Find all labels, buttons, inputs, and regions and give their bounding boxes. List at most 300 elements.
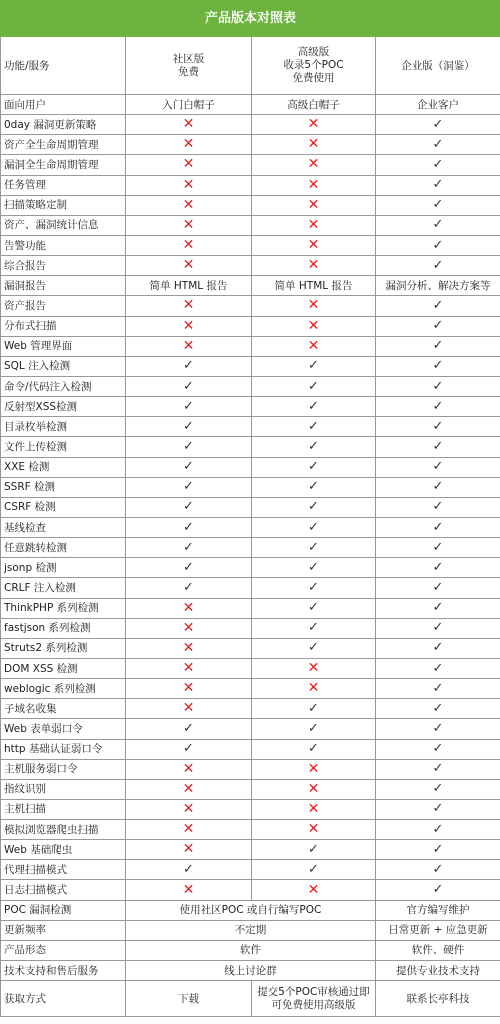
enterprise-cell — [376, 175, 500, 195]
check-icon: ✓ — [308, 459, 319, 475]
row-label: 基线检查 — [1, 517, 126, 537]
header-advanced-line: 收录5个POC — [283, 59, 344, 71]
community-cell — [126, 135, 252, 155]
enterprise-cell — [376, 538, 500, 558]
table-row — [1, 860, 500, 880]
advanced-cell: 高级白帽子 — [252, 95, 376, 115]
header-community — [126, 37, 252, 95]
advanced-cell-line: 可免费使用高级版 — [271, 998, 356, 1011]
table-row — [1, 538, 500, 558]
row-label: POC 漏洞检测 — [1, 900, 126, 920]
check-icon: ✓ — [183, 378, 194, 394]
row-label: DOM XSS 检测 — [1, 658, 126, 678]
community-cell — [126, 679, 252, 699]
enterprise-cell: 联系长亭科技 — [376, 981, 500, 1017]
advanced-cell — [252, 457, 376, 477]
enterprise-cell — [376, 719, 500, 739]
row-label: 产品形态 — [1, 940, 126, 960]
community-cell — [126, 115, 252, 135]
table-row — [1, 195, 500, 215]
advanced-cell — [252, 215, 376, 235]
row-label: 日志扫描模式 — [1, 880, 126, 900]
check-icon: ✓ — [308, 559, 319, 575]
check-icon: ✓ — [183, 861, 194, 877]
cross-icon: ✕ — [182, 599, 195, 616]
check-icon: ✓ — [308, 600, 319, 616]
check-icon: ✓ — [432, 741, 444, 757]
check-icon: ✓ — [432, 882, 444, 898]
row-label: 指纹识别 — [1, 779, 126, 799]
enterprise-cell — [376, 558, 500, 578]
enterprise-cell — [376, 820, 500, 840]
advanced-cell — [252, 155, 376, 175]
advanced-cell — [252, 880, 376, 900]
enterprise-cell — [376, 376, 500, 396]
check-icon: ✓ — [432, 318, 444, 334]
cross-icon: ✕ — [182, 680, 195, 697]
community-cell: 入门白帽子 — [126, 95, 252, 115]
enterprise-cell — [376, 397, 500, 417]
enterprise-cell: 软件、硬件 — [376, 940, 500, 960]
cross-icon: ✕ — [182, 216, 195, 233]
enterprise-cell — [376, 860, 500, 880]
table-row — [1, 940, 500, 960]
shared-cell: 不定期 — [126, 920, 376, 940]
row-label: Web 基础爬虫 — [1, 840, 126, 860]
check-icon: ✓ — [183, 559, 194, 575]
table-row — [1, 437, 500, 457]
community-cell — [126, 256, 252, 276]
table-row — [1, 256, 500, 276]
cross-icon: ✕ — [182, 156, 195, 173]
check-icon: ✓ — [432, 861, 444, 877]
table-row — [1, 638, 500, 658]
community-cell — [126, 558, 252, 578]
row-label: Struts2 系列检测 — [1, 638, 126, 658]
check-icon: ✓ — [432, 338, 444, 354]
check-icon: ✓ — [432, 801, 444, 817]
cross-icon: ✕ — [307, 821, 320, 838]
cross-icon: ✕ — [182, 760, 195, 777]
cross-icon: ✕ — [307, 680, 320, 697]
enterprise-cell — [376, 598, 500, 618]
check-icon: ✓ — [183, 479, 194, 495]
header-row — [1, 37, 500, 95]
community-cell: 下载 — [126, 981, 252, 1017]
community-cell — [126, 497, 252, 517]
cross-icon: ✕ — [182, 841, 195, 858]
advanced-cell — [252, 235, 376, 255]
advanced-cell — [252, 719, 376, 739]
table-row — [1, 739, 500, 759]
check-icon: ✓ — [308, 438, 319, 454]
cross-icon: ✕ — [182, 700, 195, 717]
header-enterprise: 企业版（洞鉴） — [376, 37, 500, 95]
check-icon: ✓ — [308, 479, 319, 495]
cross-icon: ✕ — [307, 760, 320, 777]
row-label: 任务管理 — [1, 175, 126, 195]
cross-icon: ✕ — [307, 800, 320, 817]
community-cell — [126, 739, 252, 759]
cross-icon: ✕ — [307, 257, 320, 274]
advanced-cell — [252, 316, 376, 336]
check-icon: ✓ — [308, 861, 319, 877]
enterprise-cell: 企业客户 — [376, 95, 500, 115]
table-row — [1, 296, 500, 316]
advanced-cell — [252, 699, 376, 719]
table-row — [1, 235, 500, 255]
row-label: fastjson 系列检测 — [1, 618, 126, 638]
check-icon: ✓ — [432, 459, 444, 475]
community-cell — [126, 155, 252, 175]
check-icon: ✓ — [432, 217, 444, 233]
community-cell — [126, 437, 252, 457]
advanced-cell — [252, 799, 376, 819]
table-row — [1, 820, 500, 840]
enterprise-cell — [376, 336, 500, 356]
advanced-cell — [252, 820, 376, 840]
enterprise-cell — [376, 155, 500, 175]
table-row — [1, 356, 500, 376]
check-icon: ✓ — [308, 700, 319, 716]
table-row — [1, 799, 500, 819]
enterprise-cell — [376, 195, 500, 215]
row-label: Web 管理界面 — [1, 336, 126, 356]
community-cell — [126, 638, 252, 658]
row-label: 扫描策略定制 — [1, 195, 126, 215]
enterprise-cell — [376, 316, 500, 336]
row-label: 命令/代码注入检测 — [1, 376, 126, 396]
shared-cell: 软件 — [126, 940, 376, 960]
check-icon: ✓ — [183, 418, 194, 434]
check-icon: ✓ — [432, 519, 444, 535]
enterprise-cell — [376, 699, 500, 719]
advanced-cell — [252, 376, 376, 396]
table-row — [1, 376, 500, 396]
cross-icon: ✕ — [182, 660, 195, 676]
check-icon: ✓ — [432, 116, 444, 132]
row-label: 获取方式 — [1, 981, 126, 1017]
row-label: CSRF 检测 — [1, 497, 126, 517]
check-icon: ✓ — [308, 499, 319, 515]
check-icon: ✓ — [432, 640, 444, 656]
table-row — [1, 517, 500, 537]
row-label: 子域名收集 — [1, 699, 126, 719]
cross-icon: ✕ — [182, 800, 195, 817]
advanced-cell — [252, 397, 376, 417]
enterprise-cell — [376, 880, 500, 900]
check-icon: ✓ — [432, 398, 444, 414]
check-icon: ✓ — [432, 761, 444, 777]
row-label: 更新频率 — [1, 920, 126, 940]
community-cell — [126, 880, 252, 900]
advanced-cell — [252, 679, 376, 699]
advanced-cell — [252, 840, 376, 860]
advanced-cell — [252, 356, 376, 376]
check-icon: ✓ — [183, 519, 194, 535]
table-row — [1, 699, 500, 719]
community-cell — [126, 296, 252, 316]
table-row — [1, 215, 500, 235]
community-cell — [126, 699, 252, 719]
table-row — [1, 175, 500, 195]
check-icon: ✓ — [308, 398, 319, 414]
row-label: 模拟浏览器爬虫扫描 — [1, 820, 126, 840]
row-label: 资产、漏洞统计信息 — [1, 215, 126, 235]
cross-icon: ✕ — [307, 297, 320, 314]
check-icon: ✓ — [432, 781, 444, 797]
row-label: CRLF 注入检测 — [1, 578, 126, 598]
table-row — [1, 155, 500, 175]
table-row — [1, 336, 500, 356]
row-label: 反射型XSS检测 — [1, 397, 126, 417]
shared-cell: 使用社区POC 或自行编写POC — [126, 900, 376, 920]
table-row — [1, 679, 500, 699]
check-icon: ✓ — [432, 479, 444, 495]
check-icon: ✓ — [183, 579, 194, 595]
check-icon: ✓ — [183, 398, 194, 414]
community-cell — [126, 417, 252, 437]
enterprise-cell — [376, 235, 500, 255]
community-cell — [126, 538, 252, 558]
enterprise-cell — [376, 497, 500, 517]
table-row — [1, 477, 500, 497]
table-row — [1, 397, 500, 417]
check-icon: ✓ — [308, 741, 319, 757]
enterprise-cell — [376, 115, 500, 135]
advanced-cell: 简单 HTML 报告 — [252, 276, 376, 296]
check-icon: ✓ — [432, 579, 444, 595]
row-label: 主机服务弱口令 — [1, 759, 126, 779]
row-label: 目录枚举检测 — [1, 417, 126, 437]
cross-icon: ✕ — [307, 156, 320, 173]
check-icon: ✓ — [183, 459, 194, 475]
check-icon: ✓ — [308, 640, 319, 656]
header-community-line: 免费 — [178, 65, 199, 78]
check-icon: ✓ — [432, 237, 444, 253]
cross-icon: ✕ — [182, 881, 195, 898]
community-cell — [126, 820, 252, 840]
cross-icon: ✕ — [307, 337, 320, 354]
table-row — [1, 981, 500, 1017]
enterprise-cell — [376, 840, 500, 860]
cross-icon: ✕ — [307, 780, 320, 797]
table-row — [1, 497, 500, 517]
cross-icon: ✕ — [182, 780, 195, 797]
community-cell — [126, 578, 252, 598]
cross-icon: ✕ — [307, 136, 320, 153]
enterprise-cell — [376, 457, 500, 477]
cross-icon: ✕ — [307, 216, 320, 233]
row-label: SQL 注入检测 — [1, 356, 126, 376]
check-icon: ✓ — [432, 156, 444, 172]
check-icon: ✓ — [183, 438, 194, 454]
row-label: jsonp 检测 — [1, 558, 126, 578]
table-row — [1, 779, 500, 799]
row-label: 技术支持和售后服务 — [1, 961, 126, 981]
check-icon: ✓ — [432, 841, 444, 857]
check-icon: ✓ — [183, 539, 194, 555]
cross-icon: ✕ — [182, 337, 195, 354]
table-row — [1, 95, 500, 115]
community-cell — [126, 618, 252, 638]
cross-icon: ✕ — [182, 297, 195, 314]
community-cell — [126, 336, 252, 356]
cross-icon: ✕ — [182, 257, 195, 274]
advanced-cell — [252, 256, 376, 276]
row-label: SSRF 检测 — [1, 477, 126, 497]
check-icon: ✓ — [308, 620, 319, 636]
check-icon: ✓ — [432, 297, 444, 313]
shared-cell: 线上讨论群 — [126, 961, 376, 981]
header-advanced-line: 免费使用 — [292, 72, 335, 84]
table-row — [1, 558, 500, 578]
check-icon: ✓ — [432, 136, 444, 152]
community-cell — [126, 457, 252, 477]
table-row — [1, 417, 500, 437]
row-label: 0day 漏洞更新策略 — [1, 115, 126, 135]
table-row — [1, 658, 500, 678]
check-icon: ✓ — [432, 539, 444, 555]
advanced-cell — [252, 538, 376, 558]
table-row — [1, 457, 500, 477]
cross-icon: ✕ — [307, 237, 320, 254]
enterprise-cell — [376, 477, 500, 497]
enterprise-cell: 提供专业技术支持 — [376, 961, 500, 981]
table-row — [1, 900, 500, 920]
advanced-cell — [252, 759, 376, 779]
check-icon: ✓ — [432, 660, 444, 676]
advanced-cell — [252, 981, 376, 1017]
check-icon: ✓ — [432, 600, 444, 616]
advanced-cell — [252, 175, 376, 195]
advanced-cell — [252, 336, 376, 356]
advanced-cell — [252, 598, 376, 618]
enterprise-cell — [376, 658, 500, 678]
enterprise-cell — [376, 638, 500, 658]
cross-icon: ✕ — [307, 660, 320, 676]
check-icon: ✓ — [308, 841, 319, 857]
cross-icon: ✕ — [182, 317, 195, 334]
cross-icon: ✕ — [307, 196, 320, 213]
row-label: 综合报告 — [1, 256, 126, 276]
enterprise-cell: 日常更新 + 应急更新 — [376, 920, 500, 940]
table-row — [1, 759, 500, 779]
row-label: 资产报告 — [1, 296, 126, 316]
enterprise-cell — [376, 256, 500, 276]
check-icon: ✓ — [432, 620, 444, 636]
title-row — [1, 1, 500, 37]
header-advanced-line: 高级版 — [297, 46, 330, 58]
check-icon: ✓ — [183, 741, 194, 757]
enterprise-cell: 官方编写维护 — [376, 900, 500, 920]
table-row — [1, 840, 500, 860]
row-label: Web 表单弱口令 — [1, 719, 126, 739]
check-icon: ✓ — [308, 358, 319, 374]
community-cell — [126, 356, 252, 376]
row-label: 漏洞报告 — [1, 276, 126, 296]
advanced-cell — [252, 739, 376, 759]
check-icon: ✓ — [183, 499, 194, 515]
community-cell — [126, 477, 252, 497]
advanced-cell — [252, 437, 376, 457]
row-label: 面向用户 — [1, 95, 126, 115]
advanced-cell — [252, 779, 376, 799]
enterprise-cell — [376, 135, 500, 155]
check-icon: ✓ — [432, 499, 444, 515]
row-label: 任意跳转检测 — [1, 538, 126, 558]
advanced-cell — [252, 618, 376, 638]
enterprise-cell — [376, 417, 500, 437]
advanced-cell — [252, 296, 376, 316]
row-label: 分布式扫描 — [1, 316, 126, 336]
community-cell — [126, 759, 252, 779]
community-cell — [126, 376, 252, 396]
cross-icon: ✕ — [182, 116, 195, 133]
enterprise-cell — [376, 356, 500, 376]
enterprise-cell — [376, 799, 500, 819]
check-icon: ✓ — [432, 378, 444, 394]
community-cell — [126, 658, 252, 678]
community-cell — [126, 860, 252, 880]
enterprise-cell — [376, 779, 500, 799]
table-row — [1, 961, 500, 981]
community-cell — [126, 397, 252, 417]
enterprise-cell — [376, 437, 500, 457]
table-row — [1, 920, 500, 940]
community-cell — [126, 799, 252, 819]
cross-icon: ✕ — [307, 317, 320, 334]
enterprise-cell: 漏洞分析、解决方案等 — [376, 276, 500, 296]
advanced-cell — [252, 860, 376, 880]
community-cell — [126, 215, 252, 235]
check-icon: ✓ — [432, 257, 444, 273]
check-icon: ✓ — [432, 197, 444, 213]
table-row — [1, 618, 500, 638]
cross-icon: ✕ — [307, 176, 320, 193]
row-label: 代理扫描模式 — [1, 860, 126, 880]
row-label: 漏洞全生命周期管理 — [1, 155, 126, 175]
table-row — [1, 115, 500, 135]
enterprise-cell — [376, 739, 500, 759]
check-icon: ✓ — [308, 418, 319, 434]
enterprise-cell — [376, 759, 500, 779]
table-row — [1, 598, 500, 618]
header-advanced — [252, 37, 376, 95]
cross-icon: ✕ — [307, 881, 320, 898]
community-cell — [126, 598, 252, 618]
enterprise-cell — [376, 296, 500, 316]
community-cell — [126, 517, 252, 537]
community-cell — [126, 840, 252, 860]
table-row — [1, 135, 500, 155]
community-cell: 简单 HTML 报告 — [126, 276, 252, 296]
check-icon: ✓ — [308, 720, 319, 736]
check-icon: ✓ — [183, 358, 194, 374]
table-title: 产品版本对照表 — [1, 1, 500, 37]
cross-icon: ✕ — [182, 176, 195, 193]
advanced-cell-line: 提交5个POC审核通过即 — [257, 985, 370, 998]
cross-icon: ✕ — [182, 639, 195, 656]
cross-icon: ✕ — [182, 619, 195, 636]
row-label: 告警功能 — [1, 235, 126, 255]
advanced-cell — [252, 517, 376, 537]
advanced-cell — [252, 578, 376, 598]
check-icon: ✓ — [308, 539, 319, 555]
enterprise-cell — [376, 618, 500, 638]
check-icon: ✓ — [432, 680, 444, 696]
advanced-cell — [252, 658, 376, 678]
